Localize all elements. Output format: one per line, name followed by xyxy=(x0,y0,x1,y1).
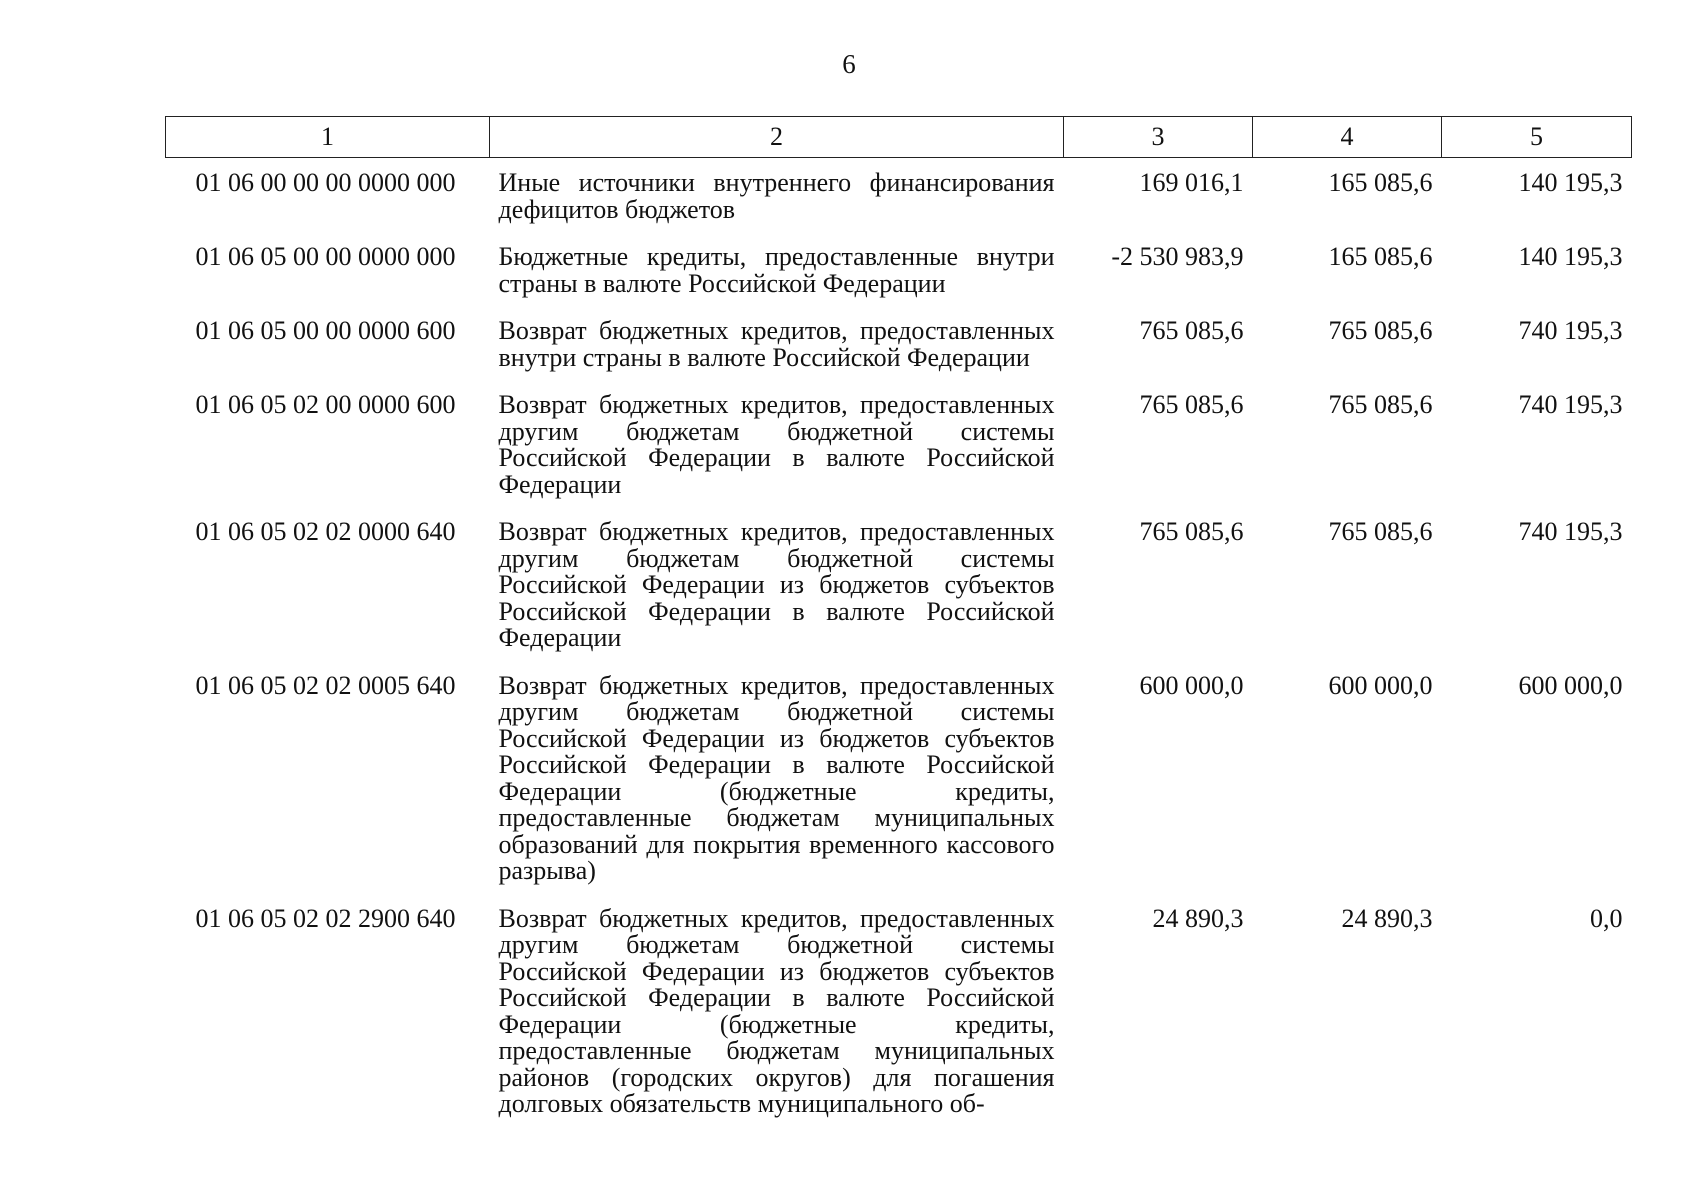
amount-col5-cell: 140 195,3 xyxy=(1518,168,1623,197)
budget-code-cell: 01 06 05 02 02 2900 640 xyxy=(195,903,456,933)
amount-col4-cell: 765 085,6 xyxy=(1328,517,1433,546)
description-cell: Возврат бюджетных кредитов, предоставленных другим бюджетам бюджетной системы Российской Федерации в валюте Российской Федерации xyxy=(498,390,1055,499)
budget-code-cell: 01 06 05 02 02 0005 640 xyxy=(195,670,456,700)
amount-col5-cell: 740 195,3 xyxy=(1518,517,1623,546)
budget-code-cell: 01 06 05 00 00 0000 000 xyxy=(195,242,456,271)
description-cell: Возврат бюджетных кредитов, предоставленных другим бюджетам бюджетной системы Российской Федерации из бюджетов субъектов Российской Федерации в валюте Российской Федерации (бюджетные кредиты, предоставленные бюджетам муниципальных образований для покрытия временного кассового разрыва) xyxy=(498,670,1055,885)
amount-col3-cell: 600 000,0 xyxy=(1139,670,1244,700)
table-header-row xyxy=(166,117,1632,158)
column-header-1: 1 xyxy=(166,117,490,158)
page-number: 6 xyxy=(842,49,856,79)
table-row xyxy=(166,380,1632,507)
table-row xyxy=(166,661,1632,894)
column-header-5: 5 xyxy=(1442,117,1632,158)
amount-col4-cell: 765 085,6 xyxy=(1328,316,1433,345)
description-cell: Бюджетные кредиты, предоставленные внутри страны в валюте Российской Федерации xyxy=(498,242,1055,298)
column-header-2: 2 xyxy=(490,117,1064,158)
description-cell: Возврат бюджетных кредитов, предоставленных другим бюджетам бюджетной системы Российской Федерации из бюджетов субъектов Российской Федерации в валюте Российской Федерации (бюджетные кредиты, предоставленные бюджетам муниципальных районов (городских округов) для погашения долговых обязательств муниципального об- xyxy=(498,903,1055,1118)
amount-col5-cell: 0,0 xyxy=(1590,903,1623,933)
amount-col5-cell: 740 195,3 xyxy=(1518,316,1623,345)
description-cell: Возврат бюджетных кредитов, предоставленных другим бюджетам бюджетной системы Российской Федерации из бюджетов субъектов Российской Федерации в валюте Российской Федерации xyxy=(498,517,1055,652)
amount-col4-cell: 165 085,6 xyxy=(1328,242,1433,271)
description-cell: Иные источники внутреннего финансирования дефицитов бюджетов xyxy=(498,168,1055,224)
amount-col4-cell: 765 085,6 xyxy=(1328,390,1433,419)
table-row xyxy=(166,232,1632,306)
amount-col5-cell: 600 000,0 xyxy=(1518,670,1623,700)
description-cell: Возврат бюджетных кредитов, предоставленных внутри страны в валюте Российской Федерации xyxy=(498,316,1055,372)
amount-col4-cell: 24 890,3 xyxy=(1341,903,1433,933)
amount-col3-cell: 765 085,6 xyxy=(1139,390,1244,419)
column-header-3: 3 xyxy=(1064,117,1253,158)
budget-code-cell: 01 06 05 02 02 0000 640 xyxy=(195,517,456,546)
table-row xyxy=(166,507,1632,661)
table-row xyxy=(166,158,1632,233)
amount-col3-cell: 24 890,3 xyxy=(1152,903,1244,933)
table-row xyxy=(166,894,1632,1127)
budget-code-cell: 01 06 05 00 00 0000 600 xyxy=(195,316,456,345)
amount-col3-cell: -2 530 983,9 xyxy=(1111,242,1244,271)
table-row xyxy=(166,306,1632,380)
budget-code-cell: 01 06 05 02 00 0000 600 xyxy=(195,390,456,419)
column-header-4: 4 xyxy=(1253,117,1442,158)
amount-col3-cell: 169 016,1 xyxy=(1139,168,1244,197)
amount-col4-cell: 600 000,0 xyxy=(1328,670,1433,700)
amount-col4-cell: 165 085,6 xyxy=(1328,168,1433,197)
budget-code-cell: 01 06 00 00 00 0000 000 xyxy=(195,168,456,197)
budget-sources-table xyxy=(165,116,1632,1127)
amount-col3-cell: 765 085,6 xyxy=(1139,316,1244,345)
amount-col3-cell: 765 085,6 xyxy=(1139,517,1244,546)
amount-col5-cell: 740 195,3 xyxy=(1518,390,1623,419)
amount-col5-cell: 140 195,3 xyxy=(1518,242,1623,271)
